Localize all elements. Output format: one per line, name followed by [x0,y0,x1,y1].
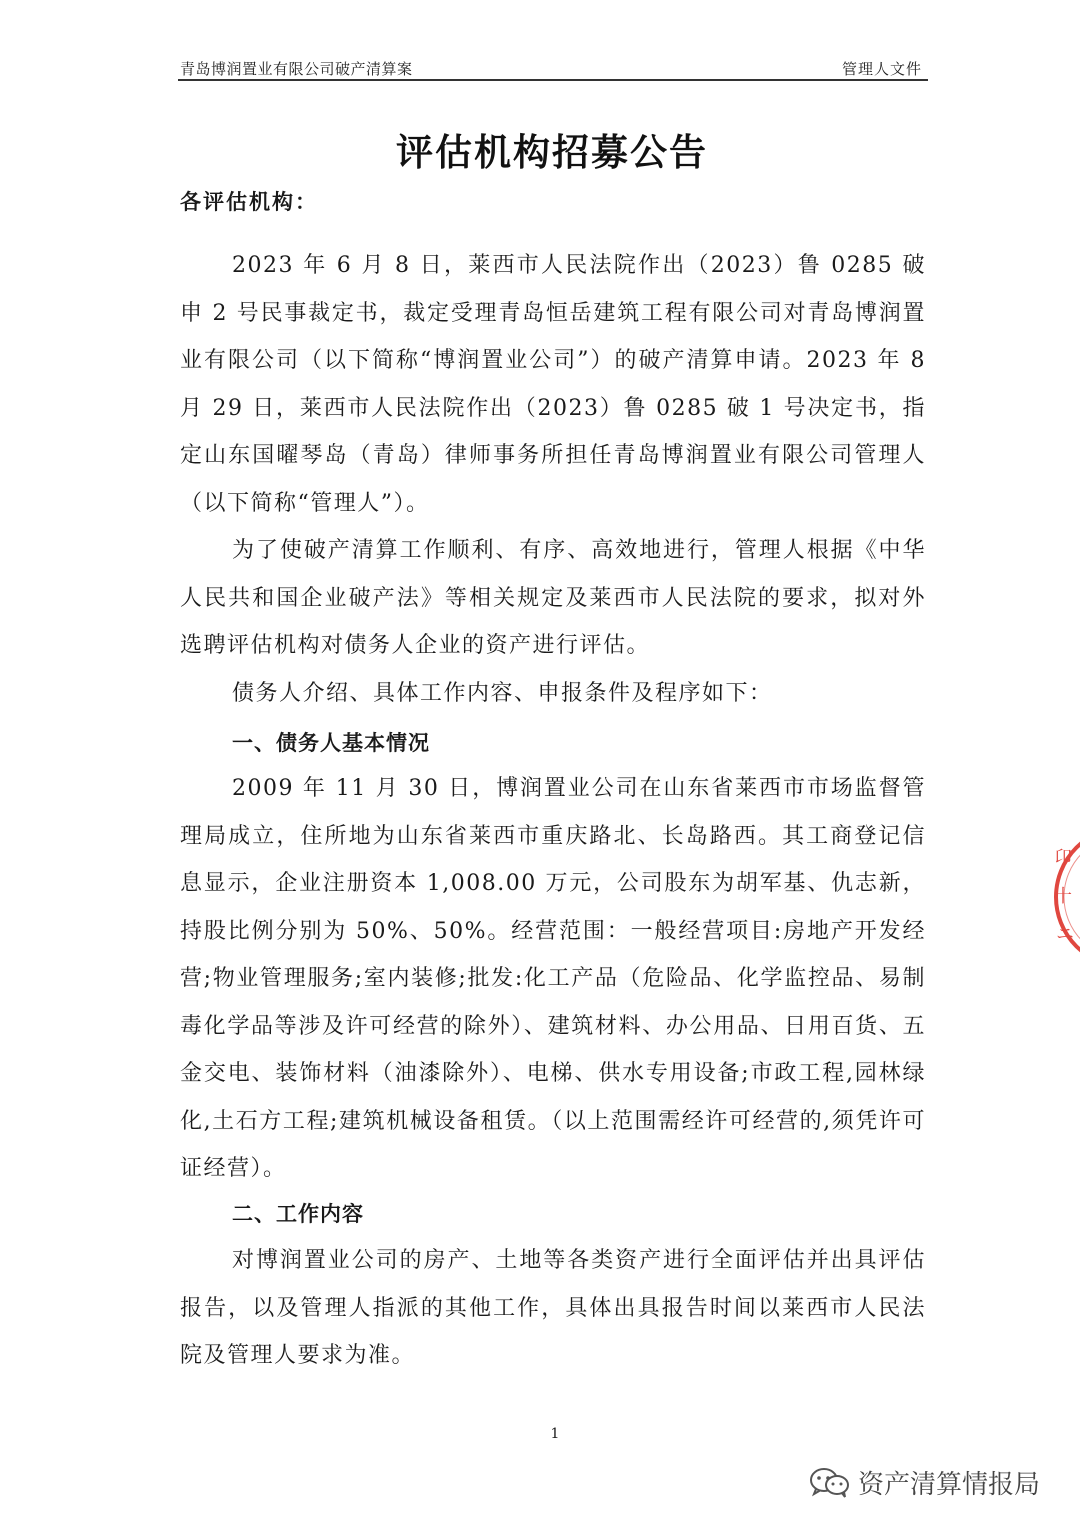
section-heading-debtor: 一、债务人基本情况 [232,731,430,755]
salutation: 各评估机构： [180,190,318,214]
paragraph-intro: 债务人介绍、具体工作内容、申报条件及程序如下： [232,681,773,706]
paragraph-debtor-info: 2009 年 11 月 30 日，博润置业公司在山东省莱西市市场监督管理局成立，住所地为山东省莱西市重庆路北、长岛路西。其工商登记信息显示，企业注册资本 1,008.00 万元，公司股东为胡军基、仇志新，持股比例分别为 50%、50%。经营范围：一般经营项目:房地产开发经营;物业管理服务;室内装修;批发:化工产品（危险品、化学监控品、易制毒化学品等涉及许可经营的除外）、建筑材料、办公用品、日用百货、五金交电、装饰材料（油漆除外）、电梯、供水专用设备;市政工程,园林绿化,土石方工程;建筑机械设备租赁。（以上范围需经许可经营的,须凭许可证经营）。 [180,776,926,1181]
wechat-watermark [808,1462,1040,1502]
header-doc-type: 管理人文件 [841,60,922,78]
page-number: 1 [550,1426,560,1442]
paragraph-purpose: 为了使破产清算工作顺利、有序、高效地进行，管理人根据《中华人民共和国企业破产法》等相关规定及莱西市人民法院的要求，拟对外选聘评估机构对债务人企业的资产进行评估。 [180,538,926,658]
svg-text:十: 十 [1054,886,1072,907]
watermark-text: 资产清算情报局 [858,1469,1041,1500]
paragraph-work-content: 对博润置业公司的房产、土地等各类资产进行全面评估并出具评估报告，以及管理人指派的其他工作，具体出具报告时间以莱西市人民法院及管理人要求为准。 [180,1248,926,1368]
wechat-icon [808,1466,852,1498]
red-seal-stamp [1046,822,1080,972]
svg-text:卬: 卬 [1054,848,1072,869]
section-heading-work: 二、工作内容 [232,1202,364,1226]
header-case-name: 青岛博润置业有限公司破产清算案 [180,60,413,78]
document-title: 评估机构招募公告 [396,131,708,174]
header-divider [178,79,928,81]
svg-text:ニ: ニ [1056,924,1074,945]
paragraph-case-background: 2023 年 6 月 8 日，莱西市人民法院作出（2023）鲁 0285 破申 2 号民事裁定书，裁定受理青岛恒岳建筑工程有限公司对青岛博润置业有限公司（以下简称“博润置业公司”）的破产清算申请。2023 年 8 月 29 日，莱西市人民法院作出（2023）鲁 0285 破 1 号决定书，指定山东国曜琴岛（青岛）律师事务所担任青岛博润置业有限公司管理人（以下简称“管理人”）。 [180,253,926,516]
